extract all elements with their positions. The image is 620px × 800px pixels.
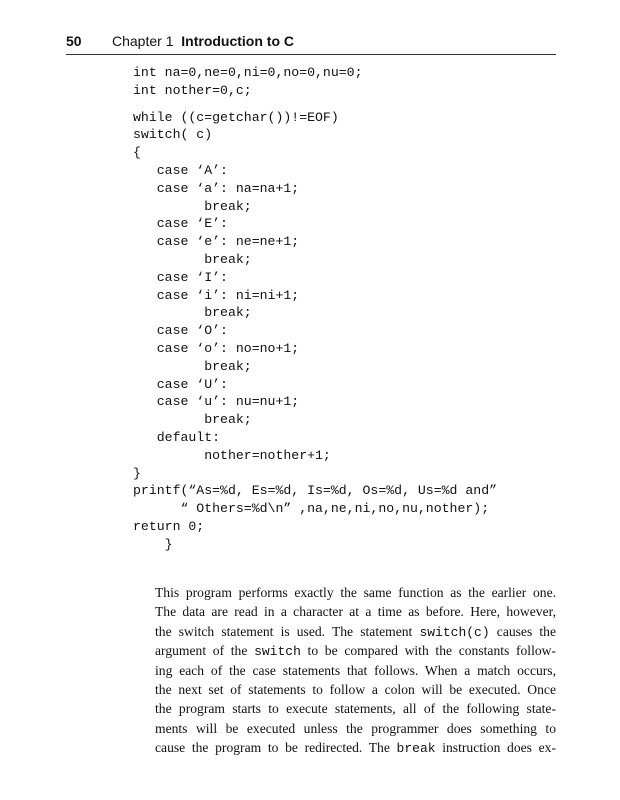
paragraph-text: the switch statement is used. The statement: [155, 623, 420, 639]
paragraph-line: [155, 602, 556, 621]
paragraph-line: [155, 680, 556, 699]
paragraph-text: to be compared with the constants follow-: [300, 643, 557, 659]
chapter-title: Introduction to C: [181, 33, 295, 49]
code-line: case ‘o’: no=no+1;: [133, 340, 300, 356]
paragraph-line: [155, 661, 556, 680]
paragraph-text: causes the: [489, 623, 556, 639]
code-line: case ‘U’:: [133, 376, 228, 392]
paragraph-text: ments will be executed unless the programmer does something to: [155, 720, 556, 736]
code-line: “ Others=%d\n” ,na,ne,ni,no,nu,nother);: [133, 501, 490, 517]
chapter-label: Chapter 1: [112, 33, 174, 49]
code-line: break;: [133, 412, 252, 428]
inline-code: switch(c): [419, 624, 490, 640]
code-line: break;: [133, 305, 252, 321]
code-listing: [133, 64, 497, 554]
paragraph-line: [155, 641, 556, 660]
code-line: switch( c): [133, 127, 213, 143]
paragraph-line: [155, 738, 556, 757]
body-paragraph: [155, 583, 556, 758]
code-line: }: [133, 536, 173, 552]
header-rule: [66, 54, 556, 55]
code-line: break;: [133, 198, 252, 214]
chapter-heading: [112, 33, 294, 49]
code-line: while ((c=getchar())!=EOF): [133, 109, 339, 125]
code-line: break;: [133, 251, 252, 267]
code-line: default:: [133, 429, 221, 445]
paragraph-text: The data are read in a character at a time as before. Here, however,: [155, 604, 556, 620]
code-line: case ‘A’:: [133, 162, 228, 178]
code-line: case ‘u’: nu=nu+1;: [133, 394, 300, 410]
code-line: int na=0,ne=0,ni=0,no=0,nu=0;: [133, 65, 363, 80]
code-blank-line: [133, 100, 497, 109]
running-header: [66, 33, 556, 53]
paragraph-text: argument of the: [155, 643, 255, 659]
code-line: printf(“As=%d, Es=%d, Is=%d, Os=%d, Us=%d and”: [133, 483, 498, 499]
page-number: 50: [66, 33, 82, 49]
code-line: case ‘i’: ni=ni+1;: [133, 287, 300, 303]
code-line: break;: [133, 358, 252, 374]
code-line: case ‘E’:: [133, 216, 228, 232]
paragraph-text: ing each of the case statements that follows. When a match occurs,: [155, 662, 556, 678]
code-line: case ‘e’: ne=ne+1;: [133, 234, 300, 250]
code-line: case ‘I’:: [133, 269, 228, 285]
code-line: nother=nother+1;: [133, 447, 331, 463]
code-line: return 0;: [133, 518, 205, 534]
inline-code: switch: [254, 644, 301, 660]
paragraph-text: This program performs exactly the same function as the earlier one.: [155, 585, 556, 600]
paragraph-text: the next set of statements to follow a colon will be executed. Once: [155, 681, 556, 697]
code-line: int nother=0,c;: [133, 82, 252, 98]
paragraph-text: instruction does ex-: [435, 740, 556, 756]
paragraph-line: [155, 583, 556, 602]
code-line: {: [133, 145, 141, 161]
code-line: }: [133, 465, 141, 481]
paragraph-text: the program starts to execute statements, all of the following state-: [155, 701, 556, 717]
paragraph-line: [155, 719, 556, 738]
code-line: case ‘O’:: [133, 323, 228, 339]
paragraph-text: cause the program to be redirected. The: [155, 740, 397, 756]
paragraph-line: [155, 622, 556, 641]
code-line: case ‘a’: na=na+1;: [133, 180, 300, 196]
inline-code: break: [396, 741, 436, 757]
paragraph-line: [155, 699, 556, 718]
